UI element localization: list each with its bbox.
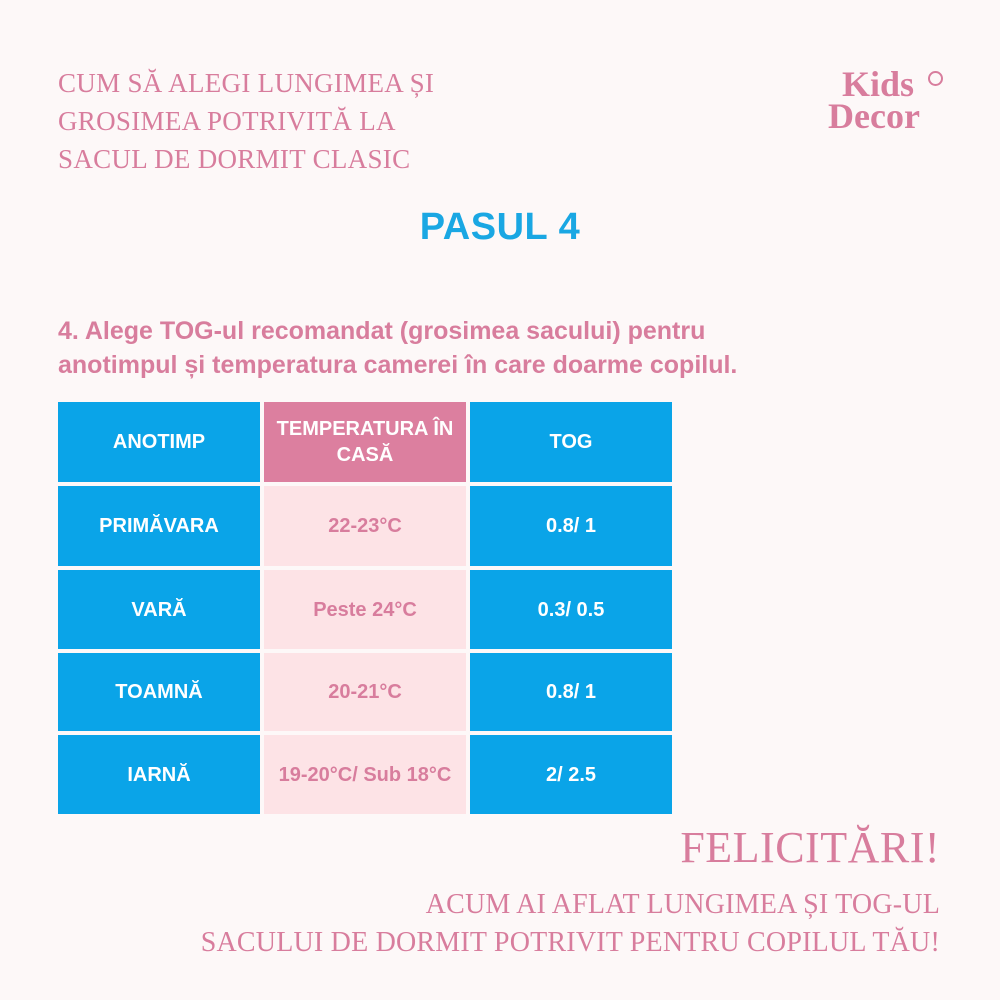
final-message <box>201 886 940 962</box>
logo-line-2: Decor <box>828 96 920 136</box>
step-title: PASUL 4 <box>419 206 581 248</box>
final-line-1: ACUM AI AFLAT LUNGIMEA ȘI TOG-UL <box>425 889 940 920</box>
header-temperatura: TEMPERATURA ÎN CASĂ <box>264 402 466 482</box>
kids-decor-logo <box>828 64 920 136</box>
row-tog: 0.8/ 1 <box>470 653 672 731</box>
heading-line-3: SACUL DE DORMIT CLASIC <box>58 144 411 174</box>
heading-line-1: CUM SĂ ALEGI LUNGIMEA ȘI <box>58 68 435 98</box>
row-season: PRIMĂVARA <box>58 486 260 566</box>
row-temperature: 19-20°C/ Sub 18°C <box>264 735 466 814</box>
row-tog: 0.8/ 1 <box>470 486 672 566</box>
row-temperature: Peste 24°C <box>264 570 466 649</box>
heading-line-2: GROSIMEA POTRIVITĂ LA <box>58 106 396 136</box>
instruction-text <box>58 314 958 382</box>
page-heading <box>58 64 434 178</box>
congrats-title: FELICITĂRI! <box>680 823 940 872</box>
row-season: TOAMNĂ <box>58 653 260 731</box>
row-temperature: 20-21°C <box>264 653 466 731</box>
row-tog: 2/ 2.5 <box>470 735 672 814</box>
row-tog: 0.3/ 0.5 <box>470 570 672 649</box>
final-line-2: SACULUI DE DORMIT POTRIVIT PENTRU COPILUL TĂU! <box>200 927 940 958</box>
logo-line-1: Kids <box>842 64 915 104</box>
instruction-line-2: anotimpul și temperatura camerei în care doarme copilul. <box>58 351 738 379</box>
logo-ball-icon <box>928 71 943 86</box>
row-temperature: 22-23°C <box>264 486 466 566</box>
instruction-line-1: 4. Alege TOG-ul recomandat (grosimea sacului) pentru <box>58 317 706 345</box>
row-season: VARĂ <box>58 570 260 649</box>
header-tog: TOG <box>470 402 672 482</box>
tog-table <box>58 402 672 814</box>
row-season: IARNĂ <box>58 735 260 814</box>
header-anotimp: ANOTIMP <box>58 402 260 482</box>
